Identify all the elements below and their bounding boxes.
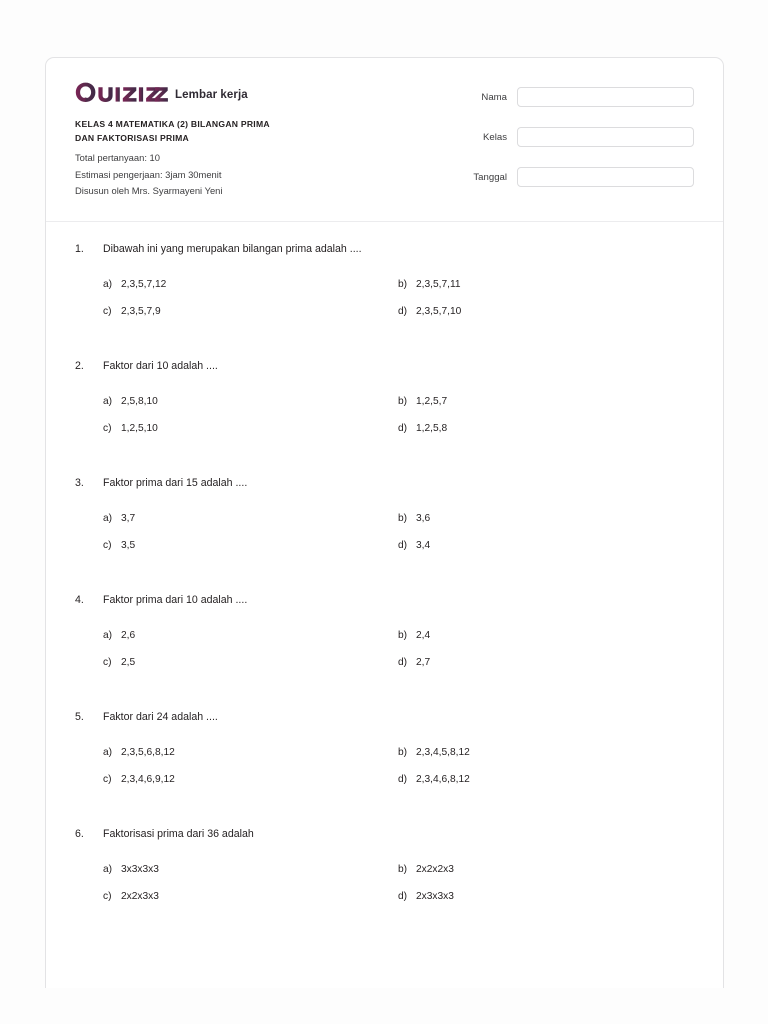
option-a[interactable] <box>103 863 398 876</box>
option-b[interactable] <box>398 395 693 408</box>
option-c[interactable] <box>103 890 398 903</box>
label-nama: Nama <box>481 91 507 103</box>
option-value: 2,3,5,7,10 <box>416 306 462 318</box>
question-options <box>46 512 723 553</box>
option-d[interactable] <box>398 890 693 903</box>
option-d[interactable] <box>398 773 693 786</box>
worksheet-meta <box>75 150 415 200</box>
option-c[interactable] <box>103 305 398 318</box>
field-row-tanggal <box>436 167 694 187</box>
label-kelas: Kelas <box>483 131 507 143</box>
option-value: 3,7 <box>121 512 136 524</box>
option-b[interactable] <box>398 629 693 642</box>
option-value: 3x3x3x3 <box>121 863 159 875</box>
option-value: 2x3x3x3 <box>416 891 454 903</box>
option-value: 2,5,8,10 <box>121 395 158 407</box>
option-value: 3,5 <box>121 540 136 552</box>
question-heading <box>46 360 723 374</box>
option-value: 2,3,4,6,9,12 <box>121 774 175 786</box>
option-key: b) <box>398 863 408 875</box>
question-block <box>46 243 723 360</box>
option-d[interactable] <box>398 656 693 669</box>
kelas-input[interactable] <box>517 127 694 147</box>
option-key: a) <box>103 746 113 758</box>
worksheet-type-label: Lembar kerja <box>175 88 248 101</box>
option-key: c) <box>103 540 112 552</box>
question-number: 6. <box>75 828 84 840</box>
option-value: 2,3,5,6,8,12 <box>121 746 175 758</box>
worksheet-title-line-2: DAN FAKTORISASI PRIMA <box>75 132 189 143</box>
option-value: 3,4 <box>416 540 431 552</box>
option-b[interactable] <box>398 278 693 291</box>
option-c[interactable] <box>103 422 398 435</box>
option-d[interactable] <box>398 539 693 552</box>
question-text: Faktor dari 24 adalah .... <box>103 711 218 723</box>
option-b[interactable] <box>398 512 693 525</box>
nama-input[interactable] <box>517 87 694 107</box>
question-heading <box>46 477 723 491</box>
option-value: 2,3,5,7,12 <box>121 278 167 290</box>
option-row <box>103 773 723 786</box>
option-row <box>103 863 723 876</box>
option-row <box>103 539 723 552</box>
label-tanggal: Tanggal <box>473 171 507 183</box>
option-key: b) <box>398 746 408 758</box>
question-options <box>46 629 723 670</box>
question-heading <box>46 711 723 725</box>
option-value: 2x2x3x3 <box>121 891 159 903</box>
option-key: c) <box>103 891 112 903</box>
question-block <box>46 477 723 594</box>
option-key: c) <box>103 774 112 786</box>
questions-list <box>46 222 723 945</box>
option-row <box>103 746 723 759</box>
meta-author: Disusun oleh Mrs. Syarmayeni Yeni <box>75 185 223 197</box>
question-text: Faktorisasi prima dari 36 adalah <box>103 828 254 840</box>
option-d[interactable] <box>398 305 693 318</box>
option-value: 2,5 <box>121 657 136 669</box>
option-key: d) <box>398 657 408 669</box>
question-block <box>46 828 723 945</box>
option-key: a) <box>103 629 113 641</box>
option-key: d) <box>398 306 408 318</box>
option-a[interactable] <box>103 746 398 759</box>
option-row <box>103 656 723 669</box>
question-block <box>46 594 723 711</box>
option-a[interactable] <box>103 278 398 291</box>
question-block <box>46 711 723 828</box>
option-key: b) <box>398 512 408 524</box>
question-number: 4. <box>75 594 84 606</box>
question-options <box>46 863 723 904</box>
option-key: a) <box>103 395 113 407</box>
option-a[interactable] <box>103 629 398 642</box>
option-key: c) <box>103 306 112 318</box>
option-b[interactable] <box>398 863 693 876</box>
option-a[interactable] <box>103 512 398 525</box>
meta-estimated-time: Estimasi pengerjaan: 3jam 30menit <box>75 168 222 180</box>
option-row <box>103 890 723 903</box>
option-key: a) <box>103 512 113 524</box>
option-key: b) <box>398 278 408 290</box>
question-options <box>46 395 723 436</box>
option-value: 2,3,4,5,8,12 <box>416 746 470 758</box>
worksheet-card <box>45 57 724 988</box>
option-key: d) <box>398 891 408 903</box>
question-text: Faktor prima dari 15 adalah .... <box>103 477 248 489</box>
option-key: d) <box>398 540 408 552</box>
option-row <box>103 278 723 291</box>
option-key: b) <box>398 395 408 407</box>
option-key: c) <box>103 657 112 669</box>
question-options <box>46 746 723 787</box>
option-row <box>103 395 723 408</box>
option-value: 2,4 <box>416 629 431 641</box>
field-row-kelas <box>436 127 694 147</box>
option-value: 2x2x2x3 <box>416 863 454 875</box>
worksheet-title-line-1: KELAS 4 MATEMATIKA (2) BILANGAN PRIMA <box>75 119 270 129</box>
option-value: 1,2,5,7 <box>416 395 448 407</box>
question-heading <box>46 828 723 842</box>
question-options <box>46 278 723 319</box>
question-number: 1. <box>75 243 84 255</box>
option-row <box>103 512 723 525</box>
question-block <box>46 360 723 477</box>
option-value: 1,2,5,8 <box>416 423 448 435</box>
question-number: 3. <box>75 477 84 489</box>
option-key: a) <box>103 863 113 875</box>
option-d[interactable] <box>398 422 693 435</box>
option-value: 1,2,5,10 <box>121 423 158 435</box>
option-c[interactable] <box>103 656 398 669</box>
field-row-nama <box>436 87 694 107</box>
option-b[interactable] <box>398 746 693 759</box>
question-number: 5. <box>75 711 84 723</box>
option-value: 2,7 <box>416 657 431 669</box>
question-text: Dibawah ini yang merupakan bilangan prima adalah .... <box>103 243 362 255</box>
option-row <box>103 422 723 435</box>
option-key: d) <box>398 774 408 786</box>
option-value: 2,6 <box>121 629 136 641</box>
question-text: Faktor prima dari 10 adalah .... <box>103 594 248 606</box>
option-c[interactable] <box>103 773 398 786</box>
question-heading <box>46 243 723 257</box>
question-text: Faktor dari 10 adalah .... <box>103 360 218 372</box>
worksheet-header <box>46 58 723 222</box>
worksheet-title <box>75 118 415 146</box>
option-value: 2,3,4,6,8,12 <box>416 774 470 786</box>
tanggal-input[interactable] <box>517 167 694 187</box>
student-info-fields <box>436 87 694 187</box>
option-row <box>103 629 723 642</box>
brand-row <box>75 79 415 103</box>
option-key: b) <box>398 629 408 641</box>
brand-block <box>75 79 415 200</box>
option-value: 3,6 <box>416 512 431 524</box>
meta-total-questions: Total pertanyaan: 10 <box>75 151 160 163</box>
option-value: 2,3,5,7,11 <box>416 278 461 290</box>
option-key: d) <box>398 423 408 435</box>
option-key: c) <box>103 423 112 435</box>
quizizz-logo-icon <box>75 82 168 103</box>
question-number: 2. <box>75 360 84 372</box>
option-row <box>103 305 723 318</box>
option-a[interactable] <box>103 395 398 408</box>
question-heading <box>46 594 723 608</box>
option-c[interactable] <box>103 539 398 552</box>
option-key: a) <box>103 278 113 290</box>
option-value: 2,3,5,7,9 <box>121 306 161 318</box>
